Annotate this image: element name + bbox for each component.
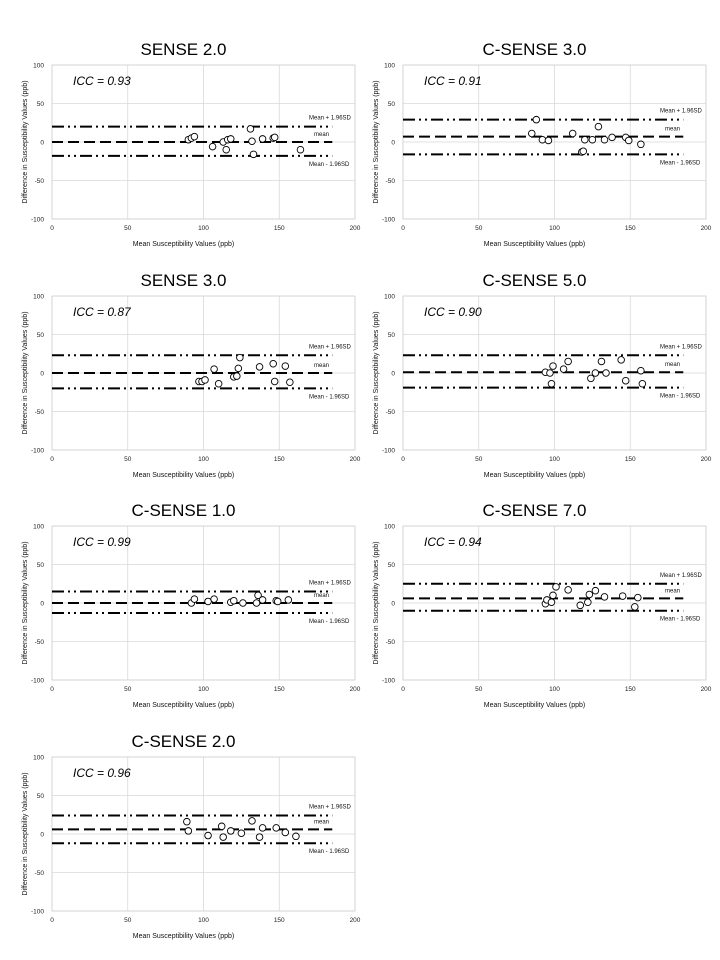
data-point xyxy=(227,828,234,835)
chart-panel-6 xyxy=(359,498,712,723)
x-tick-label: 0 xyxy=(50,225,54,232)
lower-limit-label: Mean - 1.96SD xyxy=(660,393,701,400)
data-point xyxy=(249,818,256,825)
x-tick-label: 150 xyxy=(273,456,285,463)
lower-limit-label: Mean - 1.96SD xyxy=(660,160,701,167)
x-tick-label: 0 xyxy=(401,456,405,463)
chart-panel-2 xyxy=(359,37,712,262)
upper-limit-label: Mean + 1.96SD xyxy=(660,344,702,351)
data-point xyxy=(539,136,546,143)
chart-panel-4 xyxy=(359,268,712,493)
chart-panel-5 xyxy=(8,498,361,723)
data-point xyxy=(548,599,555,606)
y-tick-label: 50 xyxy=(387,101,395,108)
x-axis-label: Mean Susceptibility Values (ppb) xyxy=(132,933,235,940)
data-point xyxy=(553,584,560,591)
data-point xyxy=(282,829,289,836)
chart-title: C-SENSE 2.0 xyxy=(131,732,236,751)
x-tick-label: 100 xyxy=(549,456,560,463)
data-point xyxy=(619,593,626,600)
data-point xyxy=(202,377,209,384)
x-tick-label: 150 xyxy=(624,225,636,232)
data-point xyxy=(550,363,557,370)
data-point xyxy=(293,833,300,840)
chart-title: SENSE 3.0 xyxy=(140,271,227,290)
y-tick-label: -50 xyxy=(34,409,44,416)
icc-annotation: ICC = 0.87 xyxy=(73,305,131,319)
x-tick-label: 50 xyxy=(124,456,132,463)
data-point xyxy=(227,136,234,143)
x-tick-label: 200 xyxy=(349,917,361,924)
upper-limit-label: Mean + 1.96SD xyxy=(660,108,702,115)
data-point xyxy=(287,379,294,386)
data-point xyxy=(220,834,227,841)
chart-svg xyxy=(359,37,712,262)
y-axis-label: Difference in Susceptibility Values (ppb) xyxy=(22,311,29,435)
data-point xyxy=(191,133,198,140)
x-tick-label: 100 xyxy=(198,686,209,693)
lower-limit-label: Mean - 1.96SD xyxy=(660,616,701,623)
x-tick-label: 50 xyxy=(124,917,132,924)
x-tick-label: 200 xyxy=(700,456,712,463)
upper-limit-label: Mean + 1.96SD xyxy=(309,580,351,587)
data-point xyxy=(638,367,645,374)
chart-svg xyxy=(8,498,361,723)
y-tick-label: -100 xyxy=(30,216,44,224)
data-point xyxy=(638,141,645,148)
x-tick-label: 150 xyxy=(273,686,285,693)
y-tick-label: 0 xyxy=(40,370,44,378)
x-tick-label: 0 xyxy=(50,686,54,693)
x-tick-label: 50 xyxy=(475,225,483,232)
data-point xyxy=(240,600,247,607)
x-tick-label: 200 xyxy=(700,686,712,693)
y-tick-label: 100 xyxy=(384,293,395,301)
icc-annotation: ICC = 0.90 xyxy=(424,305,482,319)
x-tick-label: 150 xyxy=(273,917,285,924)
upper-limit-label: Mean + 1.96SD xyxy=(660,572,702,579)
data-point xyxy=(639,380,646,387)
y-tick-label: -50 xyxy=(34,870,44,877)
lower-limit-label: Mean - 1.96SD xyxy=(309,619,350,626)
data-point xyxy=(577,602,584,609)
x-axis-label: Mean Susceptibility Values (ppb) xyxy=(132,702,235,709)
data-point xyxy=(185,828,192,835)
chart-svg xyxy=(8,268,361,493)
y-tick-label: 100 xyxy=(33,754,44,762)
data-point xyxy=(211,366,218,373)
y-tick-label: 50 xyxy=(387,332,395,339)
chart-svg xyxy=(8,729,361,954)
mean-label: mean xyxy=(665,126,681,133)
mean-label: mean xyxy=(665,362,681,369)
y-tick-label: 0 xyxy=(391,139,395,147)
y-axis-label: Difference in Susceptibility Values (ppb) xyxy=(373,541,380,665)
data-point xyxy=(603,370,610,377)
mean-label: mean xyxy=(314,819,330,826)
data-point xyxy=(565,587,572,594)
y-tick-label: 0 xyxy=(40,600,44,608)
x-tick-label: 50 xyxy=(124,686,132,693)
data-point xyxy=(273,825,280,832)
x-tick-label: 50 xyxy=(475,686,483,693)
data-point xyxy=(259,597,266,604)
data-point xyxy=(238,830,245,837)
upper-limit-label: Mean + 1.96SD xyxy=(309,344,351,351)
data-point xyxy=(560,366,567,373)
x-tick-label: 150 xyxy=(624,456,636,463)
data-point xyxy=(545,137,552,144)
y-tick-label: 100 xyxy=(384,62,395,70)
x-tick-label: 100 xyxy=(198,456,209,463)
y-tick-label: 50 xyxy=(387,562,395,569)
data-point xyxy=(625,137,632,144)
data-point xyxy=(205,598,212,605)
data-point xyxy=(271,378,278,385)
y-tick-label: 0 xyxy=(391,370,395,378)
data-point xyxy=(256,834,263,841)
x-tick-label: 0 xyxy=(50,917,54,924)
x-tick-label: 100 xyxy=(549,225,560,232)
x-tick-label: 0 xyxy=(401,225,405,232)
y-tick-label: -100 xyxy=(381,216,395,224)
data-point xyxy=(259,825,266,832)
icc-annotation: ICC = 0.94 xyxy=(424,535,482,549)
chart-title: C-SENSE 1.0 xyxy=(131,501,236,520)
data-point xyxy=(231,597,238,604)
data-point xyxy=(569,130,576,137)
y-axis-label: Difference in Susceptibility Values (ppb) xyxy=(22,80,29,204)
y-tick-label: 0 xyxy=(391,600,395,608)
x-tick-label: 200 xyxy=(349,686,361,693)
y-tick-label: 0 xyxy=(40,139,44,147)
data-point xyxy=(282,363,289,370)
chart-title: C-SENSE 5.0 xyxy=(482,271,587,290)
x-tick-label: 100 xyxy=(198,225,209,232)
data-point xyxy=(609,134,616,141)
x-tick-label: 150 xyxy=(624,686,636,693)
data-point xyxy=(297,146,304,153)
data-point xyxy=(533,116,540,123)
data-point xyxy=(601,594,608,601)
data-point xyxy=(550,592,557,599)
data-point xyxy=(548,380,555,387)
x-tick-label: 0 xyxy=(50,456,54,463)
data-point xyxy=(184,818,191,825)
chart-svg xyxy=(359,268,712,493)
data-point xyxy=(247,126,254,133)
chart-panel-3 xyxy=(8,268,361,493)
data-point xyxy=(249,138,256,145)
y-axis-label: Difference in Susceptibility Values (ppb) xyxy=(373,80,380,204)
data-point xyxy=(209,143,216,150)
x-tick-label: 50 xyxy=(475,456,483,463)
chart-title: SENSE 2.0 xyxy=(140,40,227,59)
x-axis-label: Mean Susceptibility Values (ppb) xyxy=(132,241,235,248)
x-tick-label: 0 xyxy=(401,686,405,693)
icc-annotation: ICC = 0.96 xyxy=(73,766,131,780)
data-point xyxy=(271,134,278,141)
chart-panel-1 xyxy=(8,37,361,262)
data-point xyxy=(235,365,242,372)
lower-limit-label: Mean - 1.96SD xyxy=(309,849,350,856)
icc-annotation: ICC = 0.93 xyxy=(73,74,131,88)
data-point xyxy=(205,832,212,839)
chart-svg xyxy=(8,37,361,262)
lower-limit-label: Mean - 1.96SD xyxy=(309,394,350,401)
data-point xyxy=(585,599,592,606)
y-tick-label: 50 xyxy=(36,332,44,339)
data-point xyxy=(250,151,257,158)
data-point xyxy=(582,136,589,143)
data-point xyxy=(580,148,587,155)
y-axis-label: Difference in Susceptibility Values (ppb) xyxy=(373,311,380,435)
data-point xyxy=(270,360,277,367)
y-tick-label: 100 xyxy=(33,293,44,301)
y-tick-label: -100 xyxy=(381,447,395,455)
data-point xyxy=(635,594,642,601)
mean-label: mean xyxy=(314,363,330,369)
mean-label: mean xyxy=(314,132,330,138)
y-axis-label: Difference in Susceptibility Values (ppb) xyxy=(22,541,29,665)
y-tick-label: -50 xyxy=(34,639,44,646)
mean-label: mean xyxy=(314,593,330,599)
x-axis-label: Mean Susceptibility Values (ppb) xyxy=(483,241,586,248)
x-tick-label: 150 xyxy=(273,225,285,232)
data-point xyxy=(285,597,292,604)
data-point xyxy=(586,591,593,598)
y-tick-label: -50 xyxy=(34,178,44,185)
data-point xyxy=(622,377,629,384)
icc-annotation: ICC = 0.99 xyxy=(73,535,131,549)
y-tick-label: -100 xyxy=(381,677,395,685)
data-point xyxy=(218,823,225,830)
upper-limit-label: Mean + 1.96SD xyxy=(309,804,351,811)
y-tick-label: -50 xyxy=(385,178,395,185)
data-point xyxy=(237,354,244,361)
data-point xyxy=(618,357,625,364)
x-axis-label: Mean Susceptibility Values (ppb) xyxy=(483,702,586,709)
x-tick-label: 100 xyxy=(549,686,560,693)
chart-svg xyxy=(359,498,712,723)
data-point xyxy=(592,587,599,594)
y-axis-label: Difference in Susceptibility Values (ppb) xyxy=(22,772,29,896)
chart-panel-7 xyxy=(8,729,361,954)
chart-title: C-SENSE 3.0 xyxy=(482,40,587,59)
y-tick-label: 100 xyxy=(384,523,395,531)
mean-label: mean xyxy=(665,588,681,595)
data-point xyxy=(253,600,260,607)
data-point xyxy=(234,373,241,380)
data-point xyxy=(274,598,281,605)
data-point xyxy=(191,596,198,603)
y-tick-label: -100 xyxy=(30,908,44,916)
x-axis-label: Mean Susceptibility Values (ppb) xyxy=(483,472,586,479)
x-tick-label: 200 xyxy=(349,225,361,232)
icc-annotation: ICC = 0.91 xyxy=(424,74,482,88)
y-tick-label: -50 xyxy=(385,409,395,416)
data-point xyxy=(565,358,572,365)
data-point xyxy=(601,136,608,143)
y-tick-label: -100 xyxy=(30,677,44,685)
x-tick-label: 50 xyxy=(124,225,132,232)
data-point xyxy=(256,364,263,371)
chart-title: C-SENSE 7.0 xyxy=(482,501,587,520)
y-tick-label: 50 xyxy=(36,562,44,569)
x-tick-label: 200 xyxy=(349,456,361,463)
data-point xyxy=(589,136,596,143)
y-tick-label: -100 xyxy=(30,447,44,455)
x-tick-label: 200 xyxy=(700,225,712,232)
x-tick-label: 100 xyxy=(198,917,209,924)
data-point xyxy=(223,146,230,153)
data-point xyxy=(259,136,266,143)
data-point xyxy=(588,375,595,382)
y-tick-label: -50 xyxy=(385,639,395,646)
y-tick-label: 50 xyxy=(36,101,44,108)
data-point xyxy=(215,380,222,387)
y-tick-label: 100 xyxy=(33,62,44,70)
upper-limit-label: Mean + 1.96SD xyxy=(309,115,351,122)
data-point xyxy=(547,370,554,377)
data-point xyxy=(211,596,218,603)
lower-limit-label: Mean - 1.96SD xyxy=(309,161,350,168)
y-tick-label: 0 xyxy=(40,831,44,839)
y-tick-label: 50 xyxy=(36,793,44,800)
data-point xyxy=(631,604,638,611)
x-axis-label: Mean Susceptibility Values (ppb) xyxy=(132,472,235,479)
y-tick-label: 100 xyxy=(33,523,44,531)
data-point xyxy=(598,358,605,365)
data-point xyxy=(595,123,602,130)
data-point xyxy=(528,130,535,137)
data-point xyxy=(592,370,599,377)
